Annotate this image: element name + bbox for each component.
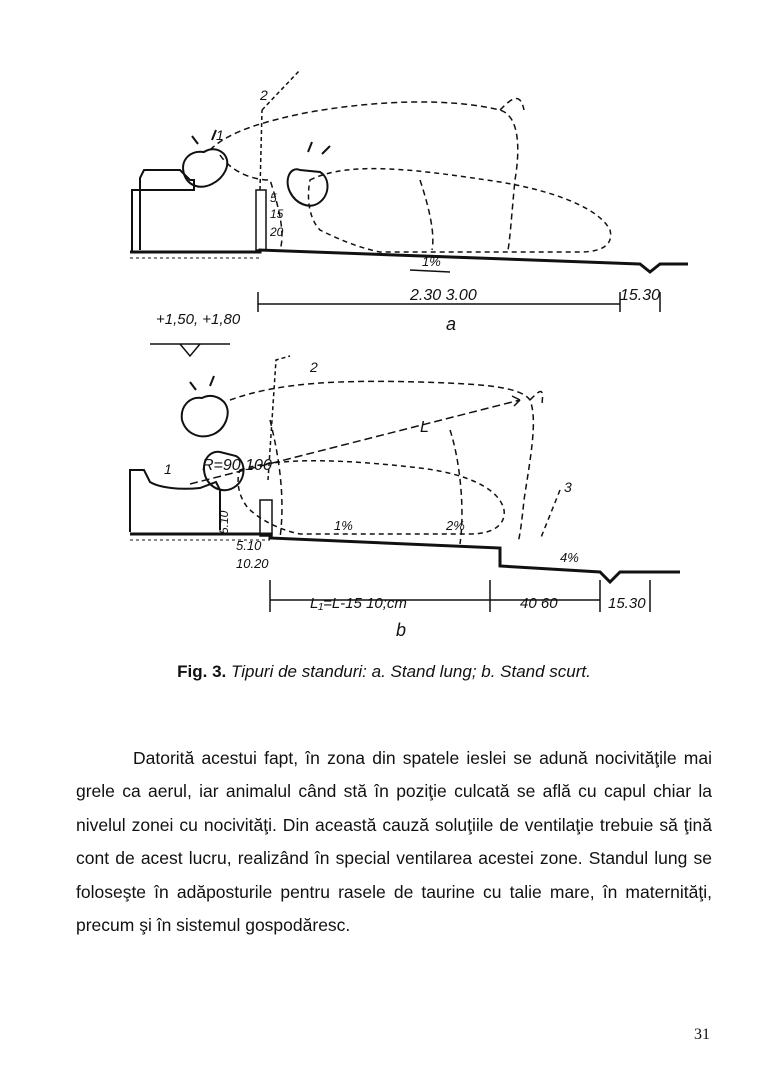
body-paragraph: Datorită acestui fapt, în zona din spatele ieslei se adună nocivităţile mai grele ca aerul, iar animalul când stă în poziţie culcată se află cu capul chiar la nivelul zonei cu nocivităţi. Din această cauză soluţiile de ventilaţie trebuie să ţină cont de acest lucru, realizând în special ventilarea acestei zone. Standul lung se foloseşte în adăposturile pentru rasele de taurine cu talie mare, în maternităţi, precum şi în sistemul gospodăresc. <box>76 747 712 936</box>
marker-1-b: 1 <box>164 461 172 477</box>
slope-b-2: 2% <box>446 518 465 533</box>
page-number: 31 <box>694 1026 710 1043</box>
dim-left-b-2: 10.20 <box>236 556 269 571</box>
level-top-label: +1,50, +1,80 <box>156 311 241 328</box>
dim-gutter-a: 15.30 <box>620 287 661 304</box>
marker-1-a: 1 <box>216 127 224 143</box>
cow-head-b <box>182 376 228 436</box>
stall-diagram <box>120 60 700 660</box>
dim-left-b-1: 5.10 <box>236 538 262 553</box>
caption-text: Tipuri de standuri: a. Stand lung; b. Stand scurt. <box>230 662 591 681</box>
floor-b <box>130 534 680 582</box>
small-dim-a-1: 5 <box>270 191 277 205</box>
dim-main-b: L₁=L-15 10;cm <box>310 595 407 612</box>
marker-3-b: 3 <box>564 479 572 495</box>
lying-cow-a <box>308 169 610 252</box>
length-label: L <box>420 419 429 436</box>
panel-letter-a: a <box>446 314 457 334</box>
floor-a <box>130 250 688 272</box>
panel-b <box>130 356 680 612</box>
radius-label: R=90 100 <box>202 457 272 474</box>
dim-gutter-b: 15.30 <box>608 595 646 612</box>
standing-cow-a <box>210 98 524 250</box>
marker-2-b: 2 <box>310 359 318 375</box>
stall-figure <box>120 60 700 660</box>
vertical-dim-b: 5.10 <box>217 510 231 534</box>
small-dim-a-2: 15 <box>270 207 284 221</box>
panel-letter-b: b <box>396 620 407 640</box>
dim-right-b: 40 60 <box>520 595 558 612</box>
manger-a <box>132 170 194 252</box>
marker-2-a: 2 <box>260 87 268 103</box>
slope-b-1: 1% <box>334 518 353 533</box>
slope-b-3: 4% <box>560 550 579 565</box>
caption-label: Fig. 3. <box>177 662 227 681</box>
figure-caption <box>0 660 768 684</box>
slope-a: 1% <box>422 254 441 269</box>
small-dim-a-3: 20 <box>270 225 284 239</box>
dim-main-a: 2.30 3.00 <box>410 287 477 304</box>
